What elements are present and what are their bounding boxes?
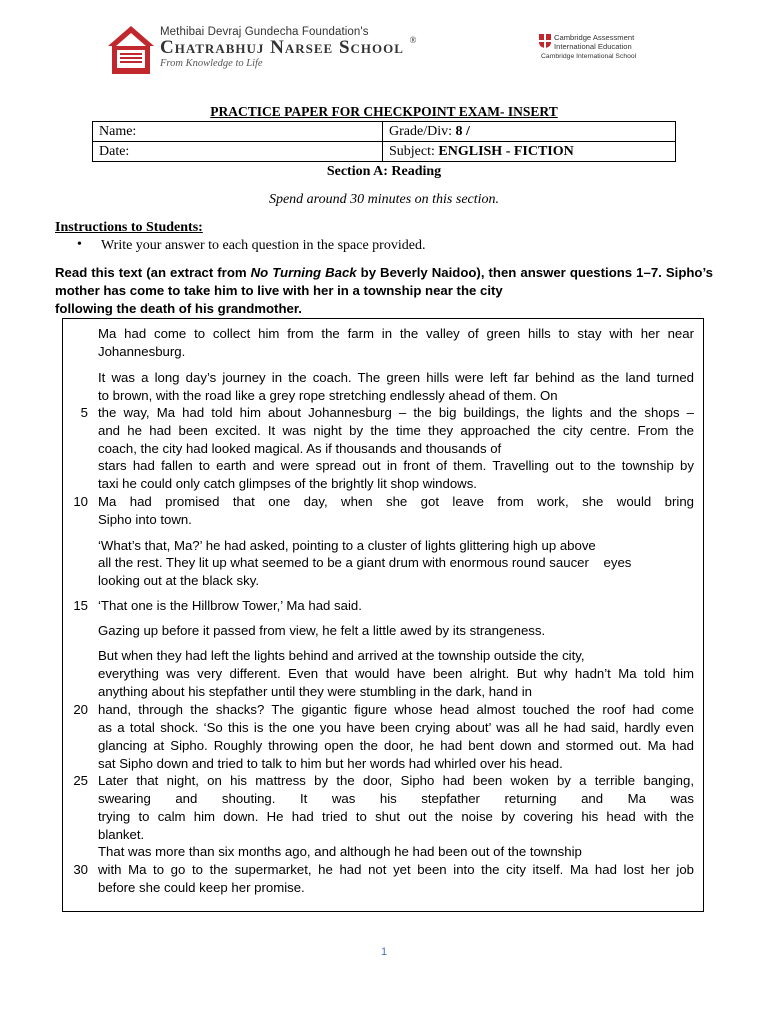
passage-line: blanket. [98,827,145,842]
cambridge-shield-icon [539,34,551,48]
passage-line: sat Sipho down and tried to talk to him but her words had whirled over his head. [98,756,563,771]
passage-line: ‘That one is the Hillbrow Tower,’ Ma had said. [98,598,362,613]
passage-line: stars had fallen to earth and were spread out in front of them. Travelling out to the township by [98,458,694,473]
line-number: 15 [73,598,88,613]
foundation-name: Methibai Devraj Gundecha Foundation's [160,26,369,38]
passage-line: all the rest. They lit up what seemed to be a giant drum with enormous round saucer eyes [98,555,632,570]
time-guidance: Spend around 30 minutes on this section. [268,192,500,207]
passage-line: and he had been excited. It was night by the time they approached the city centre. From the [98,423,694,438]
passage-line: as a total shock. ‘So this is the one you have been crying about’ was all he had said, hardly even [98,720,694,735]
passage-line: That was more than six months ago, and although he had been out of the township [98,844,582,859]
school-tagline: From Knowledge to Life [160,58,263,69]
paper-title: PRACTICE PAPER FOR CHECKPOINT EXAM- INSERT [210,104,558,119]
grade-value: 8 / [455,123,470,139]
school-logo-icon [106,24,156,76]
passage-line: swearing and shouting. It was his stepfather returning and Ma was [98,791,694,806]
line-number: 10 [73,494,88,509]
passage-line: the way, Ma had told him about Johannesburg – the big buildings, the lights and the shops – [98,405,694,420]
passage-line: Later that night, on his mattress by the door, Sipho had been woken by a terrible banging, [98,773,694,788]
passage-line: everything was very different. Even that would have been alright. But why hadn’t Ma told him [98,666,694,681]
book-title: No Turning Back [250,265,357,280]
passage-line: coach, the city had looked magical. As if thousands and thousands of [98,441,502,456]
prompt-pre: Read this text (an extract from [55,265,251,280]
bullet-icon: • [77,237,82,252]
school-header [160,26,418,69]
passage-line: But when they had left the lights behind and arrived at the township outside the city, [98,648,585,663]
section-heading: Section A: Reading [326,164,442,179]
passage-line: glancing at Sipho. Roughly throwing open the door, he had bent down and stormed out. Ma had [98,738,694,753]
grade-label: Grade/Div: [389,123,456,139]
passage-line: trying to calm him down. He had tried to shut out the noise by covering his head with the [98,809,694,824]
passage-line: Ma had promised that one day, when she got leave from work, she would bring [98,494,694,509]
name-cell[interactable] [93,122,383,142]
passage-line: Ma had come to collect him from the farm in the valley of green hills to stay with her near [98,326,694,341]
cambridge-subtitle: Cambridge International School [541,53,637,60]
prompt-post: by Beverly Naidoo), then answer [356,265,566,280]
school-name-text: Chatrabhuj Narsee School [160,37,404,58]
instructions-heading: Instructions to Students: [55,220,203,235]
passage-line: hand, through the shacks? The gigantic figure whose head almost touched the roof had come [98,702,694,717]
passage-line: It was a long day’s journey in the coach. The green hills were left far behind as the land turned [98,370,694,385]
name-label: Name: [99,123,137,139]
passage-line: before she could keep her promise. [98,880,305,895]
line-number: 25 [73,773,88,788]
page-number: 1 [380,946,388,958]
registered-mark: ® [409,35,418,45]
line-number: 30 [73,862,88,877]
cambridge-line-1: Cambridge Assessment [554,33,635,42]
passage-line: looking out at the black sky. [98,573,260,588]
subject-cell [383,142,676,162]
line-number: 5 [80,405,88,420]
passage-line: Gazing up before it passed from view, he felt a little awed by its strangeness. [98,623,546,638]
cambridge-logo-text [554,33,634,51]
prompt-line-3: following the death of his grandmother. [55,301,302,316]
subject-value: ENGLISH - FICTION [438,143,574,159]
passage-line: Sipho into town. [98,512,192,527]
line-number: 20 [73,702,88,717]
instruction-item: Write your answer to each question in the space provided. [101,238,426,253]
subject-label: Subject: [389,143,439,159]
date-label: Date: [99,143,130,159]
passage-line: with Ma to go to the supermarket, he had not yet been into the city itself. Ma had lost her job [98,862,694,877]
passage-line: Johannesburg. [98,344,186,359]
student-info-table [92,121,676,162]
reading-prompt [55,264,713,318]
school-name [160,37,418,59]
passage-line: to brown, with the road like a grey rope stretching endlessly ahead of them. On [98,388,558,403]
passage-line: ‘What’s that, Ma?’ he had asked, pointing to a cluster of lights glittering high up above [98,538,596,553]
cambridge-line-2: International Education [554,42,632,51]
passage-line: anything about his stepfather until they were stumbling in the dark, hand in [98,684,532,699]
grade-cell[interactable] [383,122,676,142]
date-cell[interactable] [93,142,383,162]
passage-line: taxi he could only catch glimpses of the brightly lit shop windows. [98,476,477,491]
prompt-line-2: questions 1–7. Sipho’s mother has come to take him to live with her in a township near the city [55,265,713,298]
